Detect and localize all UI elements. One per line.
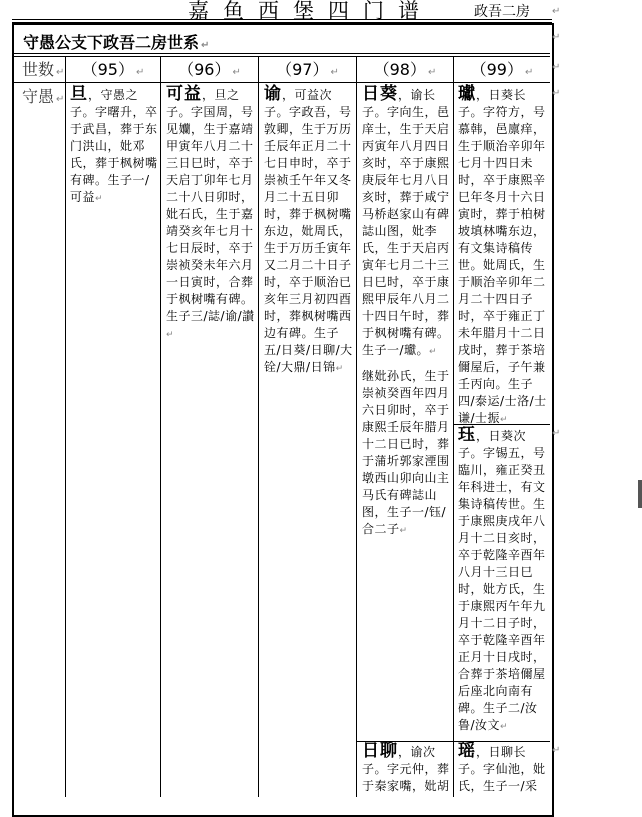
entry-rikui-second-wife: 继妣孙氏，生于崇祯癸酉年四月六日卯时，卒于康熙壬辰年腊月十二日已时，葬于蒲圻郭家湮围墩西山卯向山主马氏有碑誌山图，生子一/钰/合二子↵: [362, 369, 450, 536]
person-name: 日聊: [362, 741, 398, 761]
generation-99: （99） ↵: [470, 60, 534, 79]
section-title-rule-a: [14, 53, 550, 54]
person-name: 旦: [70, 84, 88, 104]
column-divider-2: [160, 57, 161, 797]
paragraph-mark: ↵: [552, 745, 561, 756]
paragraph-mark: ↵: [552, 6, 561, 17]
paragraph-mark: ↵: [552, 62, 561, 73]
column-divider-4: [356, 57, 357, 797]
generation-98: （98） ↵: [373, 60, 437, 79]
generation-header-rule: [14, 82, 550, 83]
person-bio: ，日葵长子。字符方，号慕韩，邑廪痒，生于顺治辛卯年七月十四日未时，卒于康熙辛巳年冬月十六日寅时，葬于柏树坡填林嘴东边，有文集诗稿传世。妣周氏，生于顺治辛卯年二月二十四日子时，卒于雍正丁未年腊月十二日戌时，葬于茶培儞屋后，子午兼壬丙向。生子四/泰运/士洛/士谦/士振: [458, 88, 547, 425]
header-rule-top: [12, 19, 552, 20]
page-header-branch: 政吾二房: [474, 4, 530, 20]
generation-97: （97） ↵: [276, 60, 339, 79]
generation-header-label: 世数 ↵: [22, 60, 65, 79]
person-bio: ，日聊长子。字仙池，妣氏，生子一/采: [458, 745, 546, 793]
row-label: 守愚 ↵: [22, 87, 65, 106]
person-name: 瑶: [458, 741, 476, 761]
entry-rikui: 日葵，谕长子。字向生，邑庠士，生于天启丙寅年八月四日亥时，卒于康熙庚辰年七月八日亥时，葬于咸宁马桥赵家山有碑誌山图，妣李氏，生于天启丙寅年七月二十三日巳时，卒于康熙甲辰年八月二十四日午时，葬于枫树嘴有碑。生子一/瓛。↵: [362, 84, 450, 357]
paragraph-mark: ↵: [552, 88, 561, 99]
paragraph-mark: ↵: [552, 428, 561, 439]
column-divider-3: [258, 57, 259, 797]
section-title: 守愚公支下政吾二房世系 ↵: [23, 33, 210, 52]
entry-jue: 珏，日葵次子。字锡五，号臨川，雍正癸丑年科进士，有文集诗稿传世。生于康熙庚戌年八月十二日亥时，卒于乾隆辛酉年八月十三日巳时，妣方氏，生于康熙丙午年九月十二日子时，卒于乾隆辛酉年正月十日戌时，合葬于茶培儞屋后座北向南有碑。生子二/汝鲁/汝文↵: [458, 425, 546, 732]
generation-96: （96） ↵: [178, 60, 241, 79]
person-bio: ，可益次子。字政吾，号敦卿，生于万历壬辰年正月二十七日申时，卒于崇祯壬午年又冬月二十五日卯时，葬于枫树嘴东边，妣周氏，生于万历壬寅年又二月二十日子时，卒于顺治已亥年三月初四酉时，葬枫树嘴西边有碑。生子五/日葵/日聊/大铨/大鼎/日锦: [264, 88, 353, 374]
person-bio: ，守愚之子。字曙升，卒于武昌，葬于东门洪山，妣邓氏，葬于枫树嘴有碑。生子一/可益: [70, 88, 158, 204]
entry-riliao: [362, 743, 451, 795]
entry-yao: [458, 743, 548, 795]
person-bio: 继妣孙氏，生于崇祯癸酉年四月六日卯时，卒于康熙壬辰年腊月十二日已时，葬于蒲圻郭家湮围墩西山卯向山主马氏有碑誌山图，生子一/钰/合二子: [362, 369, 450, 536]
person-name: 瓛: [458, 84, 476, 104]
person-bio: ，谕长子。字向生，邑庠士，生于天启丙寅年八月四日亥时，卒于康熙庚辰年七月八日亥时，葬于咸宁马桥赵家山有碑誌山图，妣李氏，生于天启丙寅年七月二十三日巳时，卒于康熙甲辰年八月二十四日午时，葬于枫树嘴有碑。生子一/瓛。: [362, 88, 450, 357]
entry-keyi: 可益，旦之子。字国周，号见孏，生于嘉靖甲寅年八月二十三日巳时，卒于天启丁卯年七月二十八日卯时，妣石氏，生于嘉靖癸亥年七月十七日辰时，卒于崇祯癸未年六月一日寅时，合葬于枫树嘴有碑。生子三/誌/谕/讃↵: [166, 84, 255, 340]
scrollbar-thumb[interactable]: [638, 480, 642, 508]
page-header-title: 嘉鱼西堡四门谱: [188, 0, 433, 23]
person-name: 谕: [264, 84, 282, 104]
person-bio: ，谕次子。字元仲，葬于秦家嘴，妣胡: [362, 745, 450, 793]
paragraph-mark: ↵: [552, 32, 561, 43]
section-title-rule-b: [14, 56, 550, 57]
column-divider-1: [65, 57, 66, 797]
person-name: 日葵: [362, 84, 398, 104]
person-name: 珏: [458, 425, 476, 445]
person-bio: ，旦之子。字国周，号见孏，生于嘉靖甲寅年八月二十三日巳时，卒于天启丁卯年七月二十八日卯时，妣石氏，生于嘉靖癸亥年七月十七日辰时，卒于崇祯癸未年六月一日寅时，合葬于枫树嘴有碑。生子三/誌/谕/讃: [166, 88, 255, 323]
entry-huan: 瓛，日葵长子。字符方，号慕韩，邑廪痒，生于顺治辛卯年七月十四日未时，卒于康熙辛巳年冬月十六日寅时，葬于柏树坡填林嘴东边，有文集诗稿传世。妣周氏，生于顺治辛卯年二月二十四日子时，卒于雍正丁未年腊月十二日戌时，葬于茶培儞屋后，子午兼壬丙向。生子四/泰运/士洛/士谦/士振↵: [458, 84, 547, 425]
generation-95: （95） ↵: [81, 60, 145, 79]
entry-dan: 旦，守愚之子。字曙升，卒于武昌，葬于东门洪山，妣邓氏，葬于枫树嘴有碑。生子一/可益↵: [70, 84, 158, 204]
person-bio: ，日葵次子。字锡五，号臨川，雍正癸丑年科进士，有文集诗稿传世。生于康熙庚戌年八月十二日亥时，卒于乾隆辛酉年八月十三日巳时，妣方氏，生于康熙丙午年九月十二日子时，卒于乾隆辛酉年正月十日戌时，合葬于茶培儞屋后座北向南有碑。生子二/汝鲁/汝文: [458, 429, 546, 732]
entry-yu: 谕，可益次子。字政吾，号敦卿，生于万历壬辰年正月二十七日申时，卒于崇祯壬午年又冬月二十五日卯时，葬于枫树嘴东边，妣周氏，生于万历壬寅年又二月二十日子时，卒于顺治已亥年三月初四酉时，葬枫树嘴西边有碑。生子五/日葵/日聊/大铨/大鼎/日锦↵: [264, 84, 353, 374]
column-divider-5: [453, 57, 454, 797]
person-name: 可益: [166, 84, 202, 104]
